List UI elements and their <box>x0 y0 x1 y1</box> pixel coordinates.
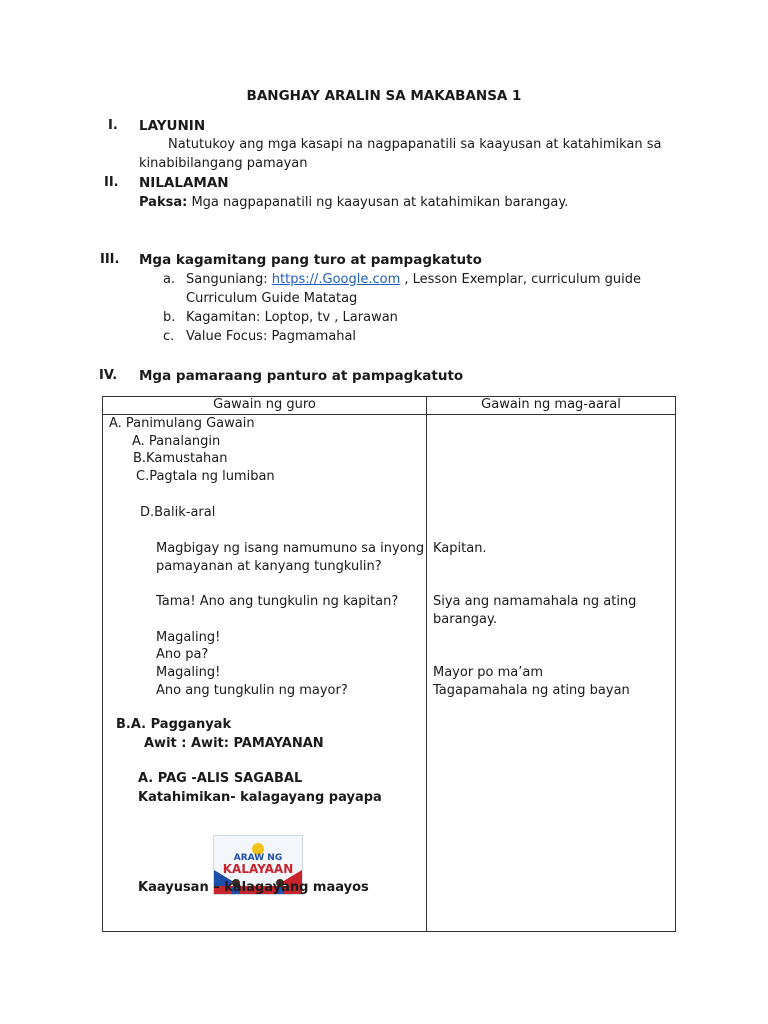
poster-main-text: KALAYAAN <box>222 862 294 876</box>
pagtala: C.Pagtala ng lumiban <box>136 469 275 484</box>
page-title: BANGHAY ARALIN SA MAKABANSA 1 <box>246 88 522 104</box>
material-a <box>186 272 641 287</box>
lesson-table <box>102 396 676 932</box>
section-1-numeral: I. <box>108 118 118 133</box>
question-2: Tama! Ano ang tungkulin ng kapitan? <box>156 594 399 609</box>
magaling-1: Magaling! <box>156 630 221 645</box>
section-3-numeral: III. <box>100 252 120 267</box>
balik-aral: D.Balik-aral <box>140 505 216 520</box>
material-a-letter: a. <box>163 272 176 287</box>
poster-top-text: ARAW NG <box>233 853 283 863</box>
material-a-label: Sanguniang: <box>186 272 268 287</box>
paksa-text: Mga nagpapanatili ng kaayusan at katahimikan barangay. <box>191 195 569 210</box>
response-2b: barangay. <box>433 612 497 627</box>
awit: Awit : Awit: PAMAYANAN <box>144 736 324 751</box>
paksa-line <box>139 195 568 210</box>
kamustahan: B.Kamustahan <box>133 451 228 466</box>
katahimikan: Katahimikan- kalagayang payapa <box>138 790 382 805</box>
teacher-cell <box>103 415 427 932</box>
response-kapitan: Kapitan. <box>433 541 487 556</box>
pagganyak: B.A. Pagganyak <box>116 717 232 732</box>
section-4-numeral: IV. <box>99 368 118 383</box>
table-header-row <box>103 397 676 415</box>
student-cell <box>427 415 676 932</box>
material-c-letter: c. <box>163 329 175 344</box>
ano-pa: Ano pa? <box>156 647 209 662</box>
layunin-line-2: kinabibilangang pamayan <box>139 156 308 171</box>
section-1-heading: LAYUNIN <box>139 118 206 134</box>
layunin-line-1: Natutukoy ang mga kasapi na nagpapanatili sa kaayusan at katahimikan sa <box>168 137 662 152</box>
section-3-heading: Mga kagamitang pang turo at pampagkatuto <box>139 252 482 268</box>
table-body-row <box>103 415 676 932</box>
section-2-numeral: II. <box>104 175 119 190</box>
response-2a: Siya ang namamahala ng ating <box>433 594 637 609</box>
header-teacher: Gawain ng guro <box>103 397 427 415</box>
material-b: Kagamitan: Loptop, tv , Larawan <box>186 310 398 325</box>
response-mayor: Mayor po ma’am <box>433 665 544 680</box>
material-a-line2: Curriculum Guide Matatag <box>186 291 358 306</box>
panalangin: A. Panalangin <box>132 434 221 449</box>
question-1a: Magbigay ng isang namumuno sa inyong <box>156 541 425 556</box>
section-4-heading: Mga pamaraang panturo at pampagkatuto <box>139 368 464 384</box>
magaling-2: Magaling! <box>156 665 221 680</box>
kaayusan: Kaayusan – kalagayang maayos <box>138 880 369 895</box>
panimulang-gawain: A. Panimulang Gawain <box>109 416 255 431</box>
material-a-rest: , Lesson Exemplar, curriculum guide <box>404 272 642 287</box>
material-b-letter: b. <box>163 310 176 325</box>
paksa-label: Paksa: <box>139 195 188 210</box>
question-1b: pamayanan at kanyang tungkulin? <box>156 559 382 574</box>
pag-alis-sagabal: A. PAG -ALIS SAGABAL <box>138 771 303 786</box>
section-2-heading: NILALAMAN <box>139 175 229 191</box>
question-mayor: Ano ang tungkulin ng mayor? <box>156 683 348 698</box>
header-student: Gawain ng mag-aaral <box>427 397 676 415</box>
material-c: Value Focus: Pagmamahal <box>186 329 357 344</box>
google-link[interactable]: https://.Google.com <box>271 272 401 287</box>
response-tagapamahala: Tagapamahala ng ating bayan <box>433 683 630 698</box>
